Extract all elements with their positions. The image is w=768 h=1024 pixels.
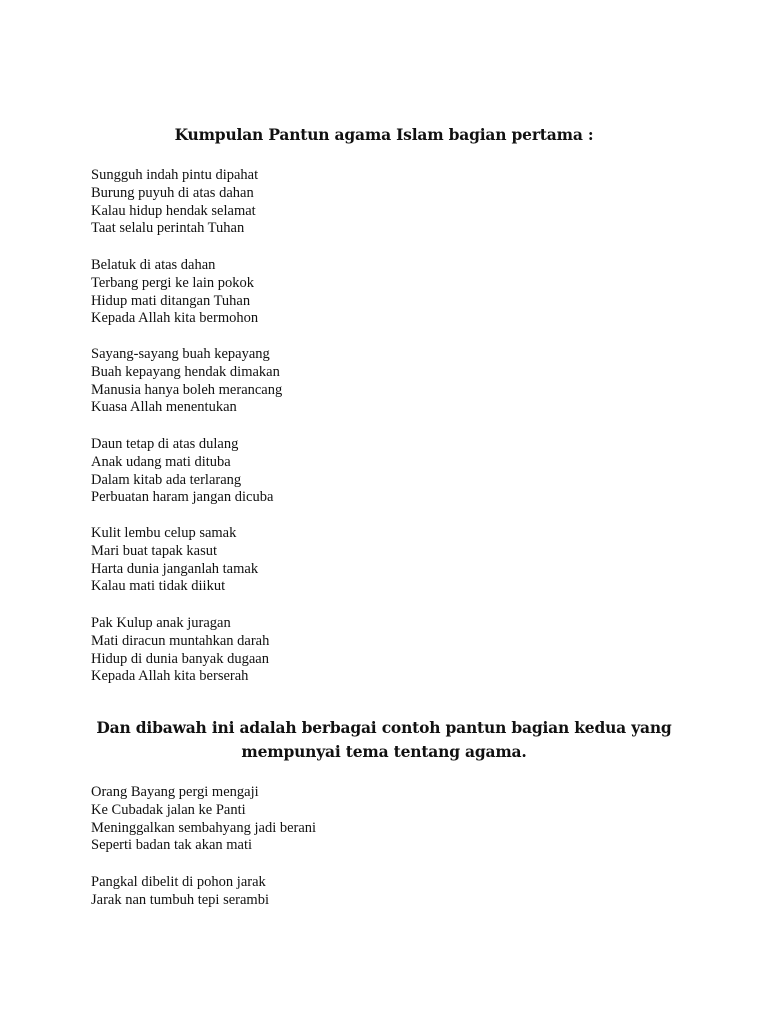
stanza-line: Dalam kitab ada terlarang [91, 471, 242, 488]
pantun-stanza [91, 874, 651, 910]
stanza-line: Pak Kulup anak juragan [91, 615, 231, 631]
stanza-line: Hidup di dunia banyak dugaan [91, 650, 269, 667]
stanza-line: Belatuk di atas dahan [91, 257, 216, 273]
pantun-stanza [91, 346, 651, 417]
stanza-line: Daun tetap di atas dulang [91, 436, 239, 452]
pantun-stanza [91, 525, 651, 596]
stanza-line: Taat selalu perintah Tuhan [91, 220, 245, 237]
stanza-line: Buah kepayang hendak dimakan [91, 363, 280, 380]
stanza-line: Pangkal dibelit di pohon jarak [91, 874, 266, 890]
stanza-line: Kuasa Allah menentukan [91, 399, 237, 416]
stanza-line: Anak udang mati dituba [91, 453, 231, 470]
pantun-stanza [91, 436, 651, 507]
stanza-line: Kepada Allah kita berserah [91, 668, 249, 685]
stanza-line: Mari buat tapak kasut [91, 542, 218, 559]
stanza-line: Sayang-sayang buah kepayang [91, 346, 270, 362]
stanza-line: Kalau mati tidak diikut [91, 578, 226, 595]
stanza-line: Hidup mati ditangan Tuhan [91, 292, 251, 309]
stanza-line: Sungguh indah pintu dipahat [91, 167, 259, 183]
pantun-stanza [91, 167, 651, 238]
stanza-line: Burung puyuh di atas dahan [91, 184, 254, 201]
stanza-line: Kepada Allah kita bermohon [91, 310, 259, 327]
stanza-line: Seperti badan tak akan mati [91, 837, 253, 854]
stanza-line: Perbuatan haram jangan dicuba [91, 489, 274, 506]
stanza-line: Meninggalkan sembahyang jadi berani [91, 819, 317, 836]
stanza-line: Orang Bayang pergi mengaji [91, 784, 259, 800]
stanza-line: Terbang pergi ke lain pokok [91, 274, 255, 291]
stanza-line: Ke Cubadak jalan ke Panti [91, 801, 246, 818]
section-heading-part-one: Kumpulan Pantun agama Islam bagian pertama : [174, 125, 594, 144]
stanza-line: Kulit lembu celup samak [91, 525, 237, 541]
pantun-stanza [91, 257, 651, 328]
stanza-line: Jarak nan tumbuh tepi serambi [91, 891, 269, 908]
section-heading-part-two: Dan dibawah ini adalah berbagai contoh pantun bagian kedua yang mempunyai tema tentang agama. [96, 718, 672, 761]
pantun-stanza [91, 784, 651, 855]
pantun-stanza [91, 615, 651, 686]
stanza-line: Manusia hanya boleh merancang [91, 381, 283, 398]
stanza-line: Harta dunia janganlah tamak [91, 560, 259, 577]
stanza-line: Mati diracun muntahkan darah [91, 632, 270, 649]
stanza-line: Kalau hidup hendak selamat [91, 202, 256, 219]
